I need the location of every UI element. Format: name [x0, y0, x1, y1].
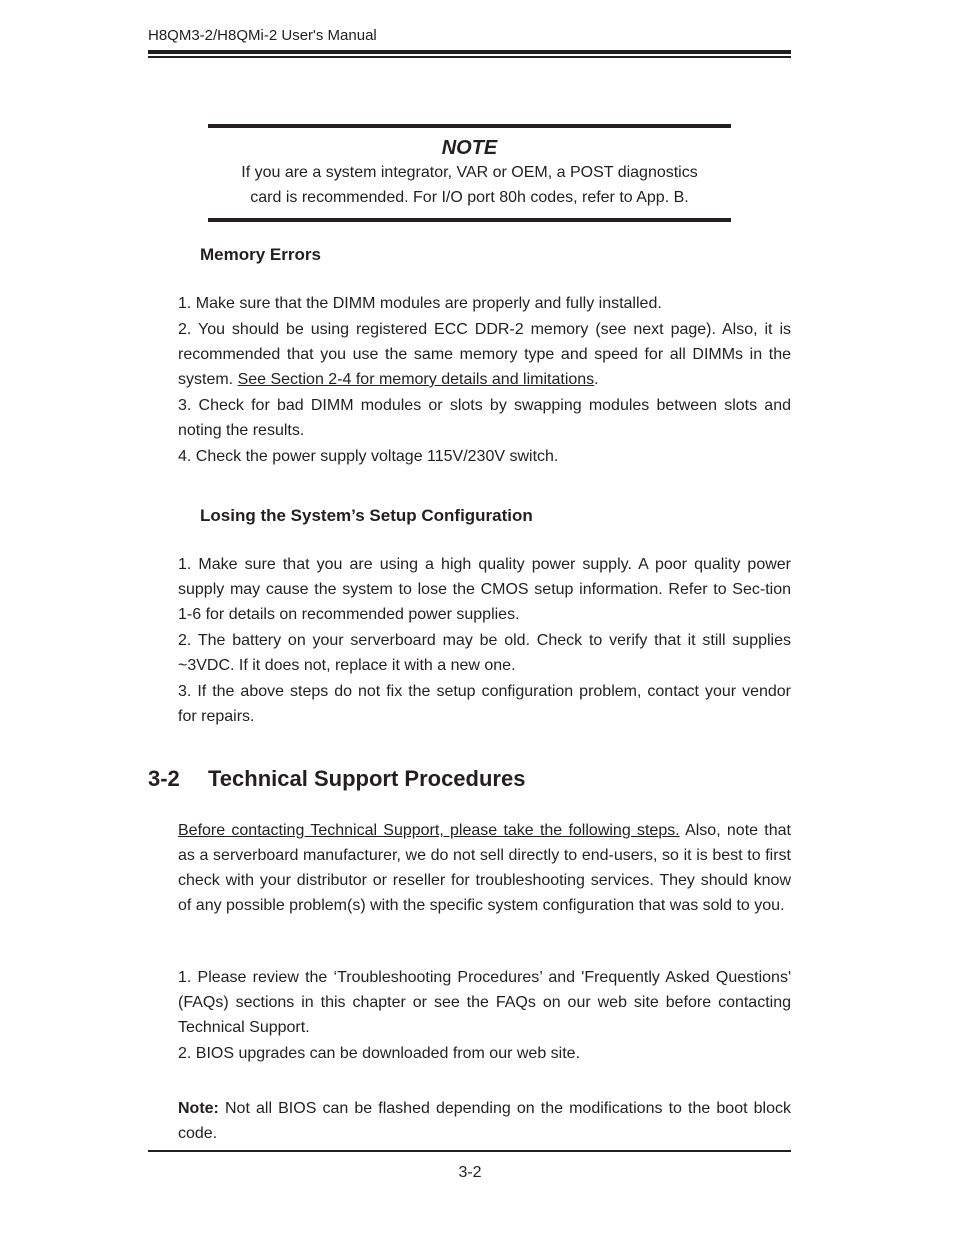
section-title: Technical Support Procedures — [208, 766, 526, 791]
tech-support-list — [178, 965, 791, 1067]
header-rule-thick — [148, 50, 791, 54]
setup-config-heading: Losing the System’s Setup Configuration — [200, 506, 533, 525]
section-number: 3-2 — [148, 766, 180, 791]
memory-errors-item-2-end: . — [594, 371, 599, 388]
memory-errors-item-1: 1. Make sure that the DIMM modules are properly and fully installed. — [178, 295, 662, 312]
memory-errors-item-4: 4. Check the power supply voltage 115V/230V switch. — [178, 448, 559, 465]
running-header: H8QM3-2/H8QMi-2 User's Manual — [148, 27, 377, 44]
tech-support-item-2: 2. BIOS upgrades can be downloaded from our web site. — [178, 1045, 581, 1062]
note-rule-bottom — [208, 218, 731, 222]
memory-errors-item-2-text: 2. You should be using registered ECC DDR-2 memory (see next page). Also, it is recommended that you use the same memory type and speed for all DIMMs in the system. — [178, 321, 791, 388]
note-rule-top — [208, 124, 731, 128]
section-heading — [148, 766, 525, 792]
setup-config-item-1: 1. Make sure that you are using a high quality power supply. A poor quality power supply may cause the system to lose the CMOS setup information. Refer to Sec-tion 1-6 for details on recommended power supplies. — [178, 556, 791, 623]
note-line-2: card is recommended. For I/O port 80h codes, refer to App. B. — [250, 189, 689, 206]
page-number: 3-2 — [458, 1164, 482, 1181]
memory-errors-item-2 — [178, 317, 791, 392]
section-2-4-link[interactable]: See Section 2-4 for memory details and limitations — [237, 371, 595, 388]
header-rule-thin — [148, 56, 791, 58]
note-box — [208, 124, 731, 222]
setup-config-item-3: 3. If the above steps do not fix the setup configuration problem, contact your vendor for repairs. — [178, 683, 791, 725]
memory-errors-list — [178, 291, 791, 470]
tech-support-intro-rest: Also, note that as a serverboard manufacturer, we do not sell directly to end-users, so it is best to first check with your distributor or reseller for troubleshooting services. They should know of any possible problem(s) with the specific system configuration that was sold to you. — [178, 822, 791, 914]
note-line-1: If you are a system integrator, VAR or OEM, a POST diagnostics — [241, 164, 698, 181]
note-title: NOTE — [441, 137, 498, 159]
setup-config-list — [178, 552, 791, 730]
bios-note — [178, 1096, 791, 1147]
setup-config-item-2: 2. The battery on your serverboard may be old. Check to verify that it still supplies ~3VDC. If it does not, replace it with a new one. — [178, 632, 791, 674]
tech-support-item-1: 1. Please review the ‘Troubleshooting Procedures’ and 'Frequently Asked Questions' (FAQs) sections in this chapter or see the FAQs on our web site before contacting Technical Support. — [178, 969, 791, 1036]
footer-rule — [148, 1150, 791, 1152]
bios-note-label: Note: — [178, 1100, 219, 1117]
tech-support-intro — [178, 818, 791, 919]
memory-errors-heading: Memory Errors — [200, 245, 321, 264]
memory-errors-item-3: 3. Check for bad DIMM modules or slots by swapping modules between slots and noting the results. — [178, 397, 791, 439]
tech-support-intro-underlined: Before contacting Technical Support, please take the following steps. — [178, 822, 680, 839]
bios-note-text: Not all BIOS can be flashed depending on the modifications to the boot block code. — [178, 1100, 791, 1142]
